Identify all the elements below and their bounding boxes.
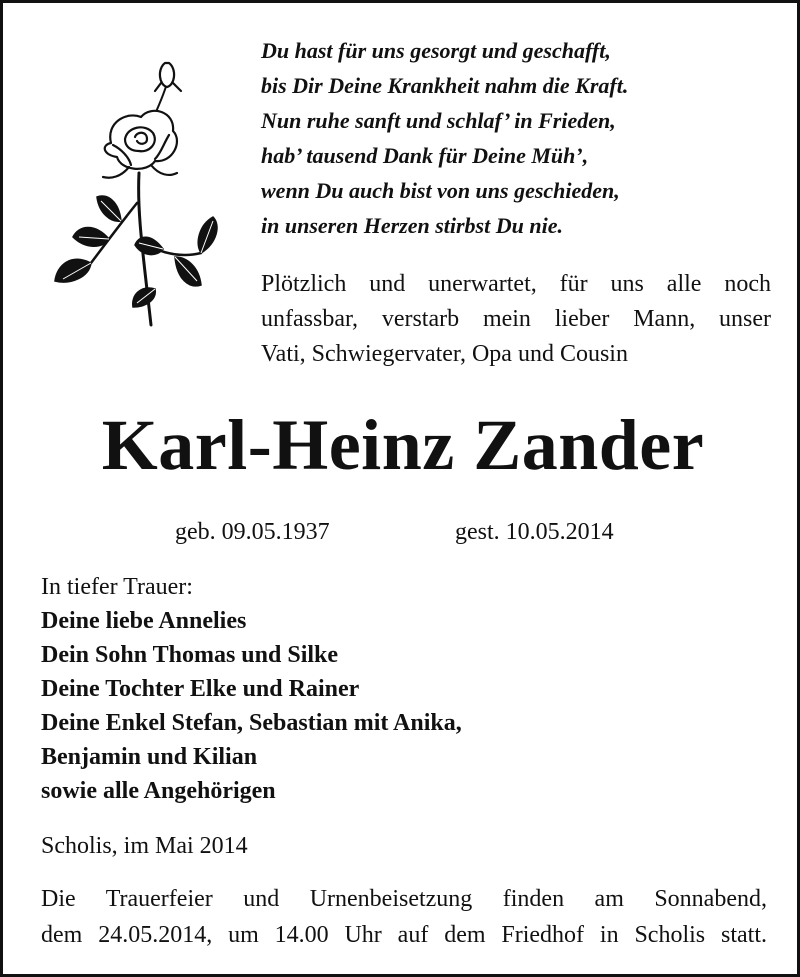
mourner: Deine Enkel Stefan, Sebastian mit Anika, bbox=[41, 710, 462, 736]
poem-line: bis Dir Deine Krankheit nahm die Kraft. bbox=[261, 73, 629, 98]
mourner: Dein Sohn Thomas und Silke bbox=[41, 642, 339, 668]
mourning-intro: In tiefer Trauer: bbox=[41, 574, 193, 600]
intro-text bbox=[261, 267, 771, 372]
poem bbox=[261, 33, 628, 243]
mourner: Deine Tochter Elke und Rainer bbox=[41, 676, 360, 702]
death-date: gest. 10.05.2014 bbox=[455, 519, 614, 545]
mourner: Benjamin und Kilian bbox=[41, 744, 258, 770]
funeral-line: dem 24.05.2014, um 14.00 Uhr auf dem Friedhof in Scholis statt. bbox=[41, 922, 767, 948]
mourner: sowie alle Angehörigen bbox=[41, 778, 276, 804]
deceased-name: Karl-Heinz Zander bbox=[101, 405, 705, 485]
poem-line: in unseren Herzen stirbst Du nie. bbox=[261, 213, 563, 238]
intro-line: Plötzlich und unerwartet, für uns alle noch bbox=[261, 271, 771, 297]
mourner: Deine liebe Annelies bbox=[41, 608, 247, 634]
funeral-info bbox=[41, 881, 767, 953]
poem-line: hab’ tausend Dank für Deine Müh’, bbox=[261, 143, 589, 168]
birth-date: geb. 09.05.1937 bbox=[175, 519, 330, 545]
poem-line: Du hast für uns gesorgt und geschafft, bbox=[261, 38, 611, 63]
poem-line: Nun ruhe sanft und schlaf’ in Frieden, bbox=[261, 108, 616, 133]
rose-icon bbox=[51, 53, 221, 333]
mourners-list bbox=[41, 570, 462, 808]
place-date: Scholis, im Mai 2014 bbox=[41, 833, 248, 859]
poem-line: wenn Du auch bist von uns geschieden, bbox=[261, 178, 620, 203]
intro-line: unfassbar, verstarb mein lieber Mann, unser bbox=[261, 306, 771, 332]
funeral-line: Die Trauerfeier und Urnenbeisetzung finden am Sonnabend, bbox=[41, 886, 767, 912]
intro-line: Vati, Schwiegervater, Opa und Cousin bbox=[261, 341, 628, 367]
